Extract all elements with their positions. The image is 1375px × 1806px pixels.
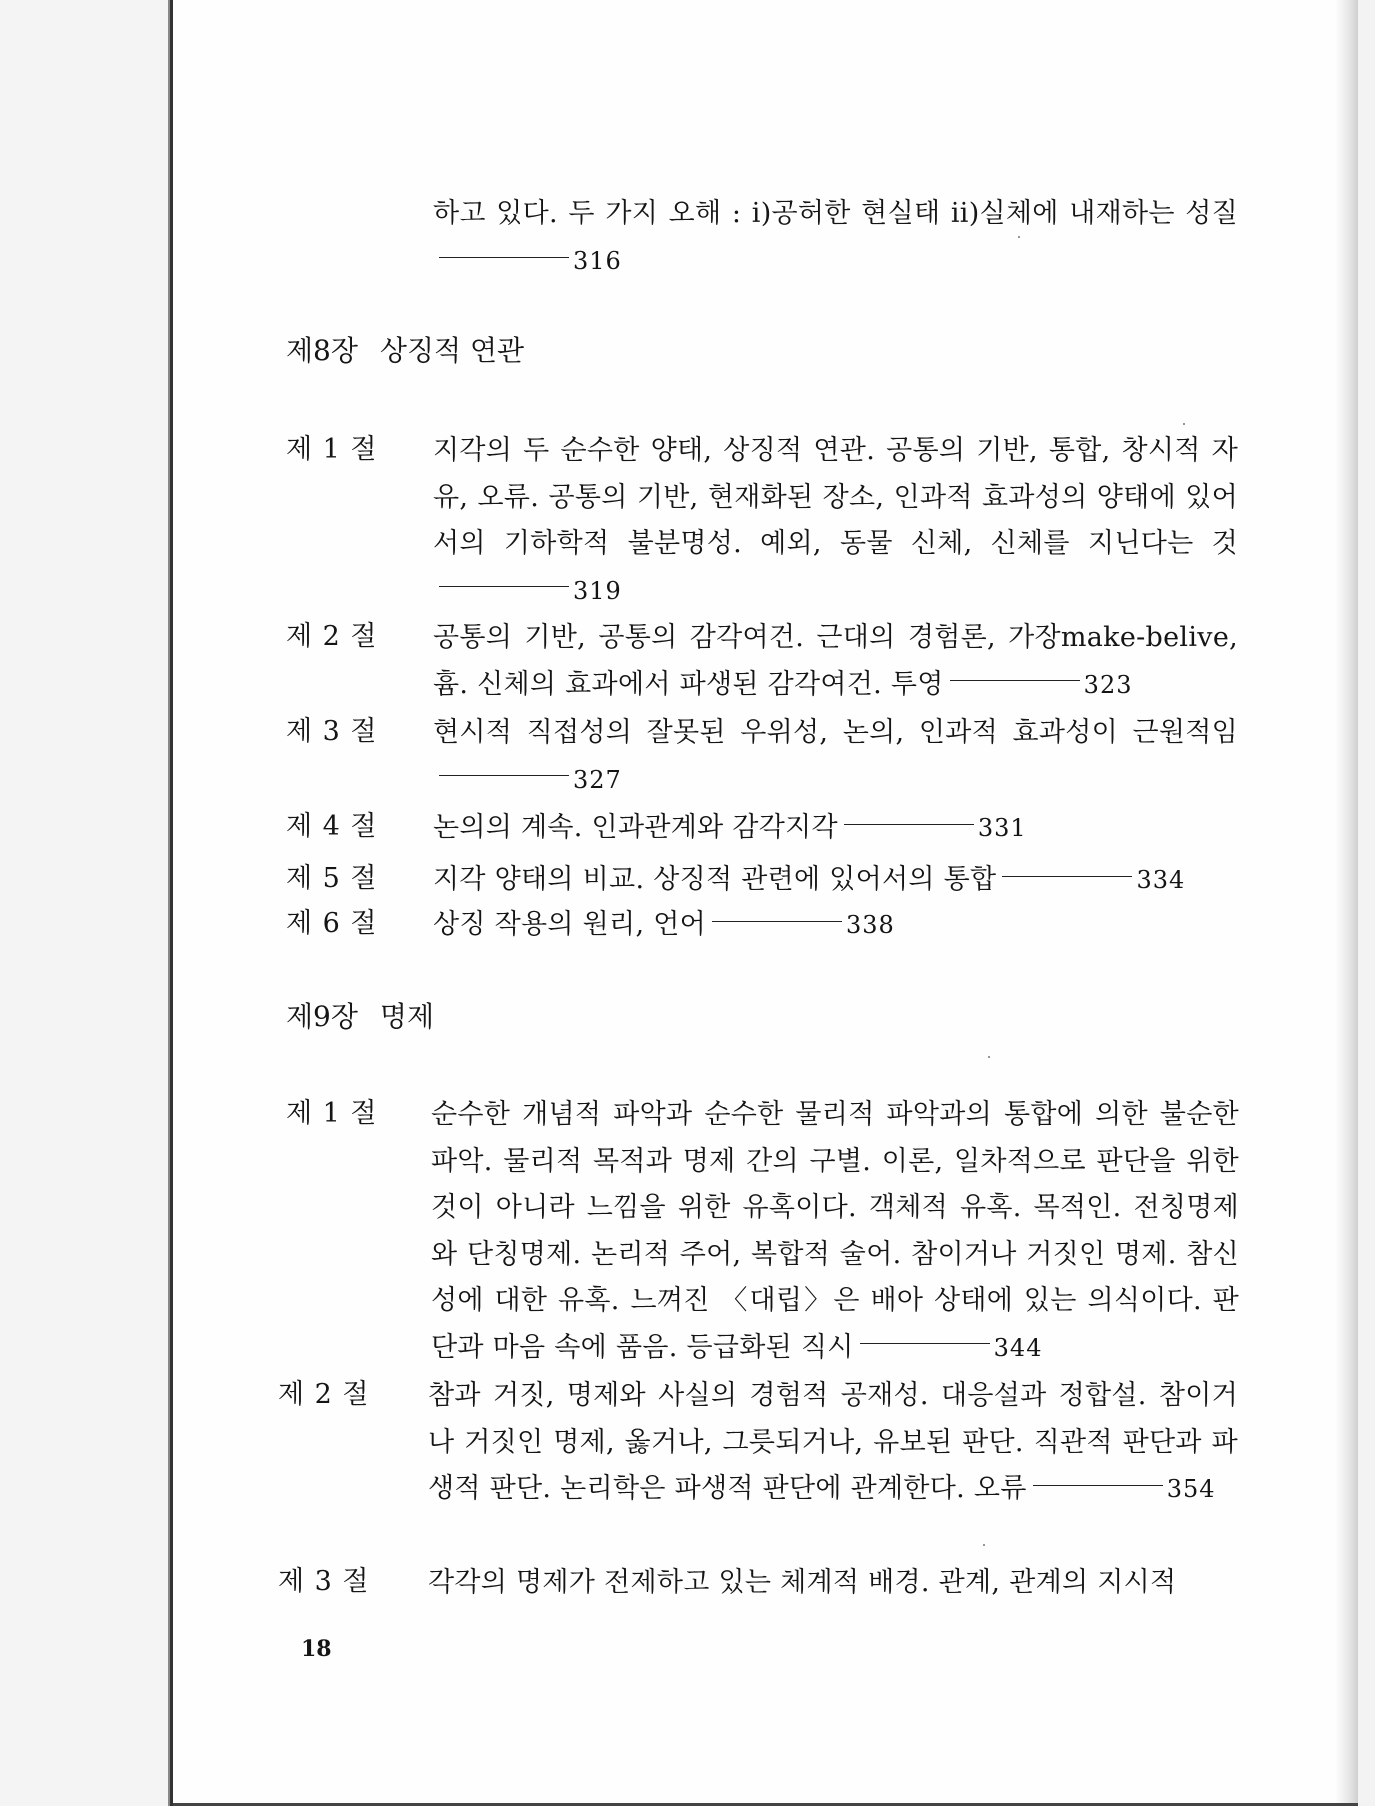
leader-line xyxy=(950,680,1080,682)
section-entry xyxy=(433,857,1238,904)
section-text: 순수한 개념적 파악과 순수한 물리적 파악과의 통합에 의한 불순한 파악. 물리적 목적과 명제 간의 구별. 이론, 일차적으로 판단을 위한 것이 아니라 느낌을 위한 유혹이다. 객체적 유혹. 목적인. 전칭명제와 단칭명제. 논리적 주어, 복합적 술어. 참이거나 거짓인 명제. 참신성에 대한 유혹. 느껴진 〈대립〉은 배아 상태에 있는 의식이다. 판단과 마음 속에 품음. 등급화된 직시 xyxy=(431,1099,1239,1363)
scan-speck xyxy=(1018,236,1020,238)
chapter-label: 제8장 xyxy=(286,334,358,367)
leader-line xyxy=(1033,1485,1163,1487)
scan-speck xyxy=(1183,423,1185,425)
scan-speck xyxy=(983,1544,985,1546)
section-label: 제 3 절 xyxy=(278,1566,370,1597)
section-text: 상징 작용의 원리, 언어 xyxy=(433,909,706,940)
section-label: 제 6 절 xyxy=(286,908,378,939)
book-page xyxy=(170,0,1358,1806)
section-text: 현시적 직접성의 잘못된 우위성, 논의, 인과적 효과성이 근원적임 xyxy=(433,717,1238,748)
section-entry xyxy=(431,1092,1239,1371)
scan-speck xyxy=(988,1056,990,1058)
continuation-text: 하고 있다. 두 가지 오해 : i)공허한 현실태 ii)실체에 내재하는 성질 xyxy=(433,198,1238,229)
section-text: 참과 거짓, 명제와 사실의 경험적 공재성. 대응설과 정합설. 참이거나 거짓인 명제, 옳거나, 그릇되거나, 유보된 판단. 직관적 판단과 파생적 판단. 논리학은 파생적 판단에 관계한다. 오류 xyxy=(428,1380,1238,1504)
section-page: 327 xyxy=(573,765,622,794)
chapter-heading xyxy=(286,995,434,1039)
chapter-title: 명제 xyxy=(379,1000,435,1033)
leader-line xyxy=(860,1343,990,1345)
section-text: 지각의 두 순수한 양태, 상징적 연관. 공통의 기반, 통합, 창시적 자유, 오류. 공통의 기반, 현재화된 장소, 인과적 효과성의 양태에 있어서의 기하학적 불분명성. 예외, 동물 신체, 신체를 지닌다는 것 xyxy=(433,435,1238,559)
section-entry xyxy=(433,428,1238,614)
section-page: 319 xyxy=(573,576,622,605)
section-entry xyxy=(428,1373,1238,1513)
chapter-heading xyxy=(286,329,524,373)
section-page: 338 xyxy=(845,911,895,939)
section-label: 제 1 절 xyxy=(286,434,378,465)
section-label: 제 2 절 xyxy=(286,621,378,652)
leader-line xyxy=(712,921,842,923)
chapter-title: 상징적 연관 xyxy=(379,334,525,367)
leader-line xyxy=(439,586,569,588)
section-label: 제 3 절 xyxy=(286,716,378,747)
leader-line xyxy=(439,257,569,259)
section-text: 각각의 명제가 전제하고 있는 체계적 배경. 관계, 관계의 지시적 xyxy=(428,1567,1177,1598)
continuation-entry xyxy=(433,190,1238,285)
leader-line xyxy=(1002,876,1132,878)
section-page: 334 xyxy=(1136,866,1186,894)
section-page: 354 xyxy=(1166,1475,1216,1503)
viewer-background xyxy=(0,0,168,1806)
section-label: 제 5 절 xyxy=(286,863,378,894)
section-label: 제 1 절 xyxy=(286,1098,378,1129)
section-entry xyxy=(433,710,1238,803)
section-label: 제 2 절 xyxy=(278,1379,370,1410)
section-text: 공통의 기반, 공통의 감각여건. 근대의 경험론, 가장make-belive, 흄. 신체의 효과에서 파생된 감각여건. 투영 xyxy=(433,622,1238,700)
continuation-page: 316 xyxy=(573,247,622,275)
leader-line xyxy=(439,775,569,777)
table-of-contents xyxy=(173,0,1358,1806)
section-page: 331 xyxy=(977,814,1027,842)
section-entry xyxy=(428,1560,1238,1607)
section-page: 344 xyxy=(993,1333,1043,1362)
section-text: 지각 양태의 비교. 상징적 관련에 있어서의 통합 xyxy=(433,864,997,895)
section-label: 제 4 절 xyxy=(286,811,378,842)
section-entry xyxy=(433,902,1238,949)
section-page: 323 xyxy=(1083,670,1133,699)
section-entry xyxy=(433,805,1238,852)
leader-line xyxy=(844,824,974,826)
chapter-label: 제9장 xyxy=(286,1000,358,1033)
page-number: 18 xyxy=(301,1636,332,1662)
section-entry xyxy=(433,615,1238,708)
section-text: 논의의 계속. 인과관계와 감각지각 xyxy=(433,812,838,843)
